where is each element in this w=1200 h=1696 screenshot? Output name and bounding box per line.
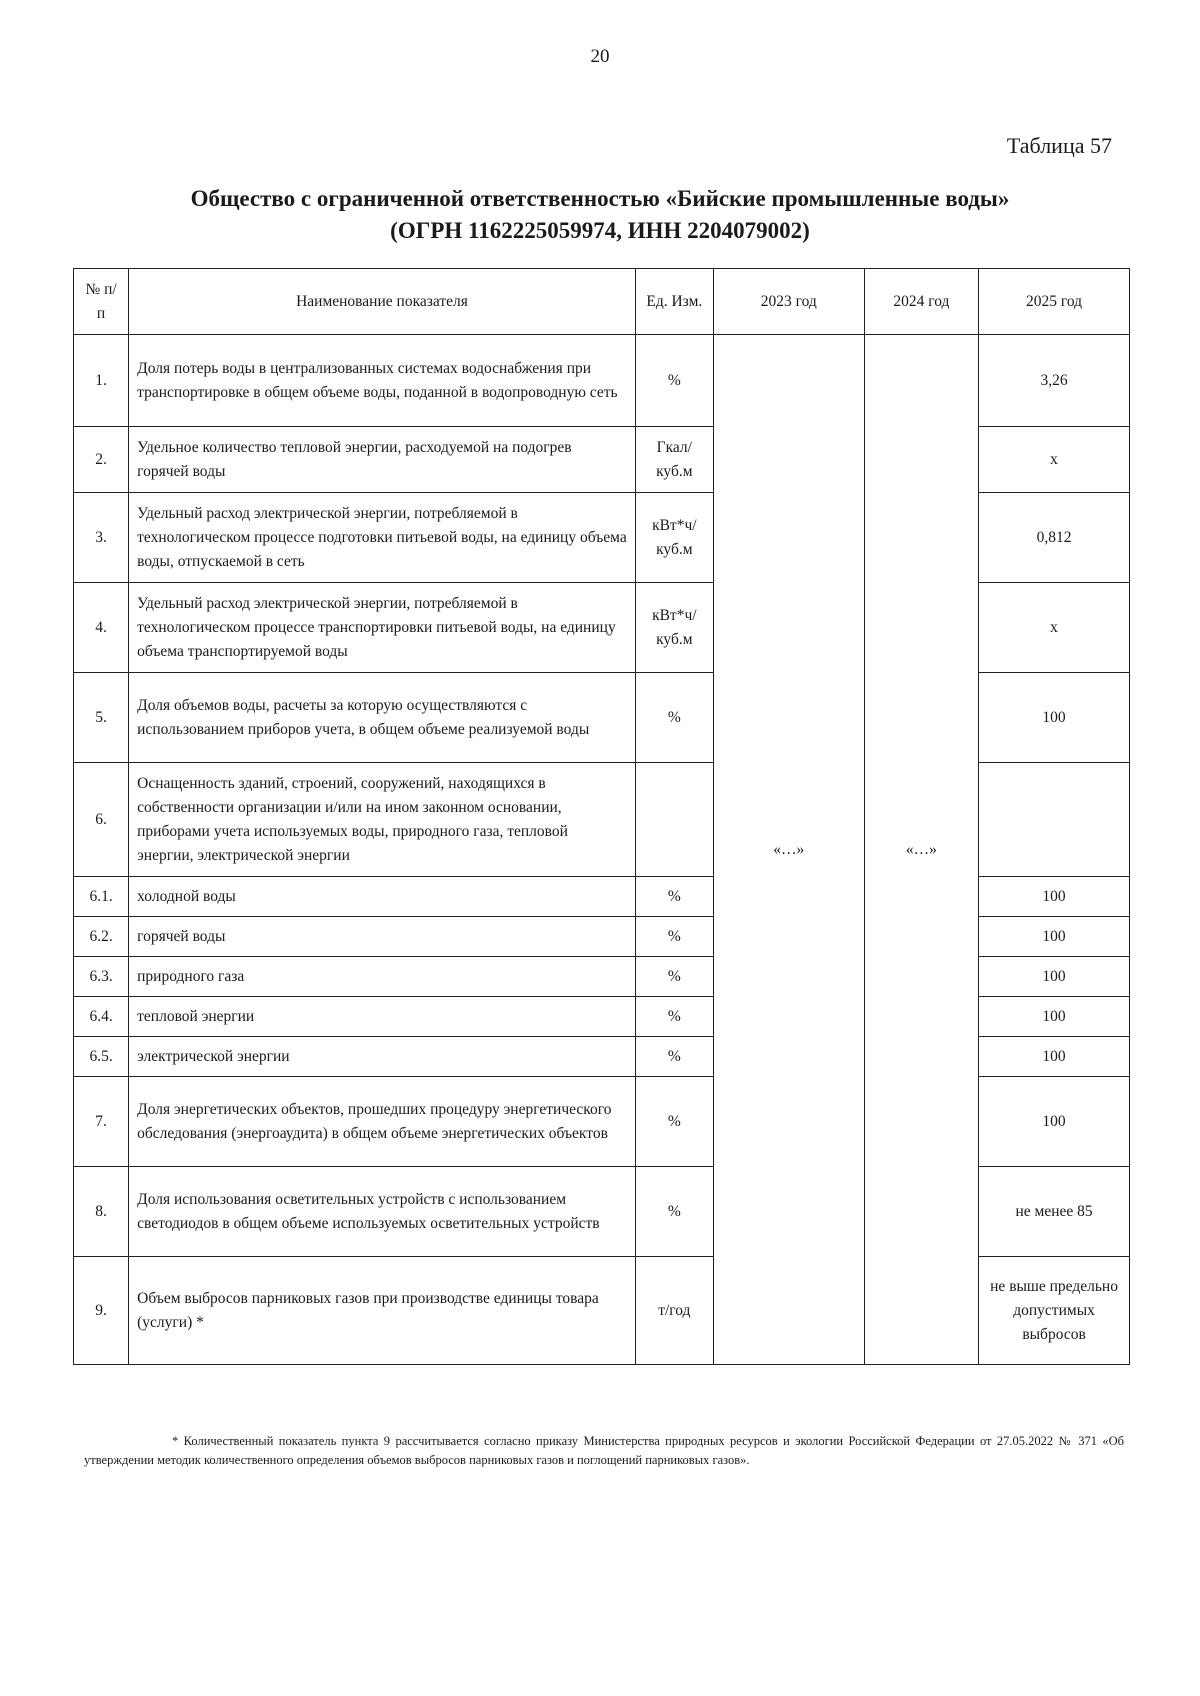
header-name: Наименование показателя bbox=[129, 269, 636, 335]
row-unit: % bbox=[635, 673, 713, 763]
row-num: 8. bbox=[74, 1167, 129, 1257]
row-num: 3. bbox=[74, 493, 129, 583]
row-num: 6.3. bbox=[74, 957, 129, 997]
row-name: Доля объемов воды, расчеты за которую осуществляются с использованием приборов учета, в общем объеме реализуемой воды bbox=[129, 673, 636, 763]
row-2025: 3,26 bbox=[979, 335, 1130, 427]
header-unit: Ед. Изм. bbox=[635, 269, 713, 335]
header-2024: 2024 год bbox=[864, 269, 978, 335]
row-unit: т/год bbox=[635, 1257, 713, 1365]
row-unit: % bbox=[635, 1077, 713, 1167]
row-name: Доля энергетических объектов, прошедших процедуру энергетического обследования (энергоаудита) в общем объеме энергетических объектов bbox=[129, 1077, 636, 1167]
merged-2024-cell: «…» bbox=[864, 335, 978, 1365]
row-2025: x bbox=[979, 583, 1130, 673]
row-2025: 100 bbox=[979, 877, 1130, 917]
row-unit: % bbox=[635, 877, 713, 917]
row-unit: % bbox=[635, 1167, 713, 1257]
row-unit: Гкал/ куб.м bbox=[635, 427, 713, 493]
row-name: Объем выбросов парниковых газов при производстве единицы товара (услуги) * bbox=[129, 1257, 636, 1365]
row-unit: % bbox=[635, 997, 713, 1037]
row-num: 1. bbox=[74, 335, 129, 427]
document-title bbox=[0, 183, 1200, 247]
row-2025: не менее 85 bbox=[979, 1167, 1130, 1257]
row-name: Удельное количество тепловой энергии, расходуемой на подогрев горячей воды bbox=[129, 427, 636, 493]
row-2025 bbox=[979, 763, 1130, 877]
row-name: Оснащенность зданий, строений, сооружений, находящихся в собственности организации и/или на ином законном основании, приборами учета используемых воды, природного газа, тепловой энергии, электрической энергии bbox=[129, 763, 636, 877]
row-num: 5. bbox=[74, 673, 129, 763]
title-registration: (ОГРН 1162225059974, ИНН 2204079002) bbox=[390, 218, 810, 243]
row-2025: 100 bbox=[979, 673, 1130, 763]
row-2025: x bbox=[979, 427, 1130, 493]
row-name: Удельный расход электрической энергии, потребляемой в технологическом процессе подготовки питьевой воды, на единицу объема воды, отпускаемой в сеть bbox=[129, 493, 636, 583]
row-2025: 100 bbox=[979, 957, 1130, 997]
row-2025: 100 bbox=[979, 997, 1130, 1037]
header-2025: 2025 год bbox=[979, 269, 1130, 335]
row-name: Удельный расход электрической энергии, потребляемой в технологическом процессе транспортировки питьевой воды, на единицу объема транспортируемой воды bbox=[129, 583, 636, 673]
row-unit bbox=[635, 763, 713, 877]
row-unit: % bbox=[635, 917, 713, 957]
row-2025: не выше предельно допустимых выбросов bbox=[979, 1257, 1130, 1365]
row-name: Доля потерь воды в централизованных системах водоснабжения при транспортировке в общем объеме воды, поданной в водопроводную сеть bbox=[129, 335, 636, 427]
row-num: 4. bbox=[74, 583, 129, 673]
row-2025: 100 bbox=[979, 1077, 1130, 1167]
row-unit: % bbox=[635, 957, 713, 997]
table-row bbox=[74, 335, 1130, 427]
indicators-table bbox=[73, 268, 1130, 1365]
header-num: № п/п bbox=[74, 269, 129, 335]
row-num: 6.4. bbox=[74, 997, 129, 1037]
row-unit: % bbox=[635, 335, 713, 427]
row-name: тепловой энергии bbox=[129, 997, 636, 1037]
row-unit: кВт*ч/ куб.м bbox=[635, 493, 713, 583]
row-num: 7. bbox=[74, 1077, 129, 1167]
row-num: 6.1. bbox=[74, 877, 129, 917]
row-name: Доля использования осветительных устройств с использованием светодиодов в общем объеме используемых осветительных устройств bbox=[129, 1167, 636, 1257]
row-2025: 100 bbox=[979, 917, 1130, 957]
table-header-row bbox=[74, 269, 1130, 335]
row-num: 2. bbox=[74, 427, 129, 493]
row-unit: % bbox=[635, 1037, 713, 1077]
row-name: холодной воды bbox=[129, 877, 636, 917]
row-name: электрической энергии bbox=[129, 1037, 636, 1077]
row-name: природного газа bbox=[129, 957, 636, 997]
row-num: 6.5. bbox=[74, 1037, 129, 1077]
row-num: 9. bbox=[74, 1257, 129, 1365]
merged-2023-cell: «…» bbox=[713, 335, 864, 1365]
row-name: горячей воды bbox=[129, 917, 636, 957]
header-2023: 2023 год bbox=[713, 269, 864, 335]
row-2025: 0,812 bbox=[979, 493, 1130, 583]
footnote: * Количественный показатель пункта 9 рассчитывается согласно приказу Министерства природных ресурсов и экологии Российской Федерации от 27.05.2022 № 371 «Об утверждении методик количественного определения объемов выбросов парниковых газов и поглощений парниковых газов». bbox=[84, 1434, 1124, 1467]
page-number: 20 bbox=[590, 46, 610, 67]
row-2025: 100 bbox=[979, 1037, 1130, 1077]
title-organization: Общество с ограниченной ответственностью «Бийские промышленные воды» bbox=[190, 186, 1010, 211]
row-unit: кВт*ч/ куб.м bbox=[635, 583, 713, 673]
row-num: 6.2. bbox=[74, 917, 129, 957]
table-label: Таблица 57 bbox=[1006, 133, 1112, 158]
row-num: 6. bbox=[74, 763, 129, 877]
